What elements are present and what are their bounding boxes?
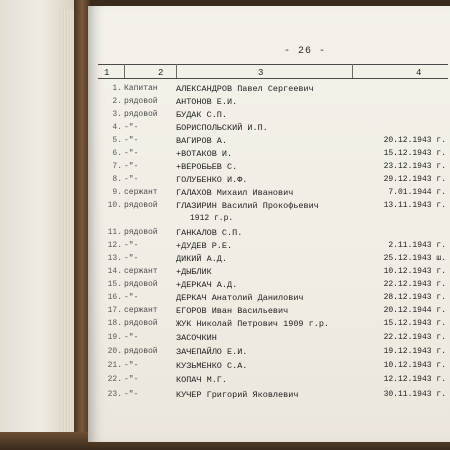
row-name: ЗАЧЕПАЙЛО Е.И. <box>176 347 248 357</box>
row-name: ДИКИЙ А.Д. <box>176 254 228 264</box>
row-name: АЛЕКСАНДРОВ Павел Сергеевич <box>176 84 314 94</box>
row-number: 22. <box>107 375 122 384</box>
row-number: 3. <box>112 110 122 119</box>
row-rank: Капитан <box>124 84 158 93</box>
row-name: КОПАЧ М.Г. <box>176 375 228 385</box>
row-name: +ДЕРКАЧ А.Д. <box>176 280 238 290</box>
row-date: 25.12.1943 ш. <box>383 254 446 263</box>
table-row <box>0 136 450 148</box>
table-top-rule <box>98 64 448 65</box>
table-row <box>0 333 450 345</box>
table-row <box>0 306 450 318</box>
row-number: 12. <box>107 241 122 250</box>
row-number: 20. <box>107 347 122 356</box>
table-row <box>0 162 450 174</box>
table-row <box>0 390 450 402</box>
row-number: 2. <box>112 97 122 106</box>
row-date: 23.12.1943 г. <box>383 162 446 171</box>
row-rank: -"- <box>124 136 139 145</box>
row-rank: рядовой <box>124 280 158 289</box>
row-number: 1. <box>112 84 122 93</box>
row-name: ЕГОРОВ Иван Васильевич <box>176 306 289 316</box>
table-row <box>0 84 450 96</box>
table-row <box>0 123 450 135</box>
row-date: 13.11.1943 г. <box>383 201 446 210</box>
row-rank: рядовой <box>124 228 158 237</box>
row-date: 15.12.1943 г. <box>383 149 446 158</box>
row-number: 4. <box>112 123 122 132</box>
row-number: 6. <box>112 149 122 158</box>
row-rank: рядовой <box>124 319 158 328</box>
table-row <box>0 254 450 266</box>
row-name: ГАНКАЛОВ С.П. <box>176 228 243 238</box>
row-rank: -"- <box>124 375 139 384</box>
table-row <box>0 267 450 279</box>
row-rank: рядовой <box>124 97 158 106</box>
row-date: 10.12.1943 г. <box>383 361 446 370</box>
row-number: 10. <box>107 201 122 210</box>
row-name: ЖУК Николай Петрович 1909 г.р. <box>176 319 330 329</box>
row-rank: -"- <box>124 333 139 342</box>
row-date: 2.11.1943 г. <box>388 241 446 250</box>
row-rank: сержант <box>124 188 158 197</box>
table-row <box>0 175 450 187</box>
row-name: +ДУДЕВ Р.Е. <box>176 241 233 251</box>
row-name: КУЗЬМЕНКО С.А. <box>176 361 248 371</box>
row-rank: -"- <box>124 175 139 184</box>
row-rank: -"- <box>124 162 139 171</box>
row-number: 5. <box>112 136 122 145</box>
row-number: 23. <box>107 390 122 399</box>
row-date: 10.12.1943 г. <box>383 267 446 276</box>
column-header: 2 <box>158 68 164 78</box>
row-name: КУЧЕР Григорий Яковлевич <box>176 390 299 400</box>
column-header: 1 <box>104 68 110 78</box>
row-name: ГАЛАХОВ Михаил Иванович <box>176 188 294 198</box>
row-date: 7.01.1944 г. <box>388 188 446 197</box>
table-row <box>0 293 450 305</box>
row-date: 22.12.1943 г. <box>383 333 446 342</box>
row-rank: рядовой <box>124 110 158 119</box>
column-divider <box>352 64 353 78</box>
column-header: 3 <box>258 68 264 78</box>
table-row <box>0 280 450 292</box>
table-header-rule <box>98 78 448 79</box>
row-date: 28.12.1943 г. <box>383 293 446 302</box>
column-divider <box>176 64 177 78</box>
row-number: 9. <box>112 188 122 197</box>
row-name: БУДАК С.П. <box>176 110 228 120</box>
table-row <box>0 110 450 122</box>
table-row <box>0 97 450 109</box>
row-rank: -"- <box>124 254 139 263</box>
row-rank: -"- <box>124 149 139 158</box>
row-name: ДЕРКАЧ Анатолий Данилович <box>176 293 304 303</box>
row-name: ВАГИРОВ А. <box>176 136 228 146</box>
row-rank: сержант <box>124 267 158 276</box>
row-date: 22.12.1943 г. <box>383 280 446 289</box>
row-number: 18. <box>107 319 122 328</box>
row-number: 7. <box>112 162 122 171</box>
birth-year-note: 1912 г.р. <box>190 214 234 223</box>
row-rank: сержант <box>124 306 158 315</box>
row-rank: -"- <box>124 361 139 370</box>
row-number: 16. <box>107 293 122 302</box>
table-row <box>0 149 450 161</box>
table-row <box>0 361 450 373</box>
row-number: 14. <box>107 267 122 276</box>
row-name: ГОЛУБЕНКО И.Ф. <box>176 175 248 185</box>
row-date: 20.12.1944 г. <box>383 306 446 315</box>
row-rank: -"- <box>124 390 139 399</box>
row-rank: -"- <box>124 241 139 250</box>
table-row <box>0 319 450 331</box>
row-date: 19.12.1943 г. <box>383 347 446 356</box>
row-number: 15. <box>107 280 122 289</box>
row-rank: -"- <box>124 123 139 132</box>
row-rank: рядовой <box>124 201 158 210</box>
row-name: +ВЕРОБЬЕВ С. <box>176 162 238 172</box>
row-name: ЗАСОЧКИН <box>176 333 217 343</box>
row-date: 12.12.1943 г. <box>383 375 446 384</box>
row-name: ГЛАЗИРИН Василий Прокофьевич <box>176 201 319 211</box>
row-number: 13. <box>107 254 122 263</box>
row-number: 19. <box>107 333 122 342</box>
row-rank: рядовой <box>124 347 158 356</box>
row-name: АНТОНОВ Е.И. <box>176 97 238 107</box>
table-row <box>0 347 450 359</box>
table-row <box>0 188 450 200</box>
row-date: 30.11.1943 г. <box>383 390 446 399</box>
row-date: 29.12.1943 г. <box>383 175 446 184</box>
row-name: БОРИСПОЛЬСКИЙ И.П. <box>176 123 268 133</box>
table-row <box>0 241 450 253</box>
column-header: 4 <box>416 68 422 78</box>
row-number: 11. <box>107 228 122 237</box>
page-number: - 26 - <box>284 46 327 57</box>
row-name: +ДЫБЛИК <box>176 267 212 277</box>
table-row <box>0 228 450 240</box>
table-row <box>0 201 450 213</box>
row-number: 21. <box>107 361 122 370</box>
row-number: 17. <box>107 306 122 315</box>
table-row <box>0 375 450 387</box>
column-divider <box>124 64 125 78</box>
row-date: 15.12.1943 г. <box>383 319 446 328</box>
row-date: 20.12.1943 г. <box>383 136 446 145</box>
row-rank: -"- <box>124 293 139 302</box>
row-name: +ВОТАКОВ И. <box>176 149 233 159</box>
row-number: 8. <box>112 175 122 184</box>
